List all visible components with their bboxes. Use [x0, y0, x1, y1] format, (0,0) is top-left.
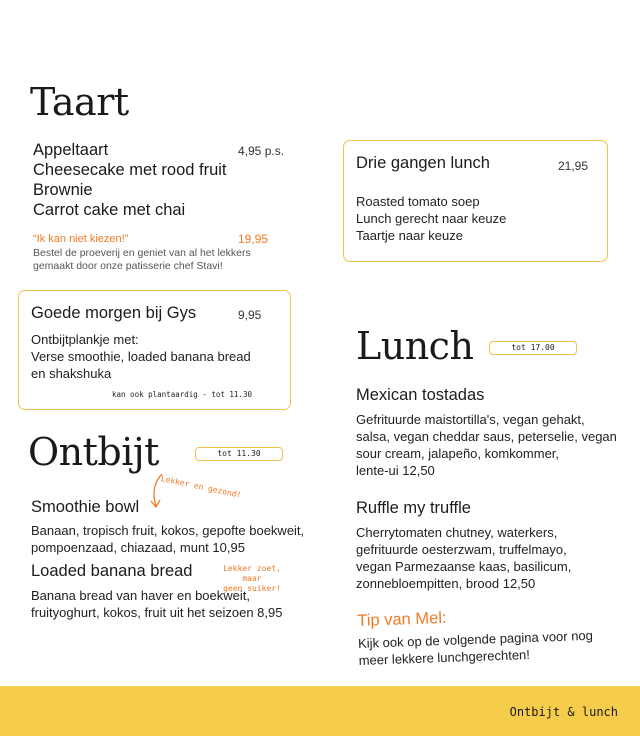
- proeverij-desc-line: Bestel de proeverij en geniet van al het lekkers: [33, 247, 251, 259]
- lunch-time-pill: tot 17.00: [489, 341, 577, 355]
- goede-morgen-line: en shakshuka: [31, 366, 112, 381]
- smoothie-bowl-title: Smoothie bowl: [31, 498, 140, 516]
- proeverij-description: [33, 247, 251, 273]
- banana-desc-line: Banana bread van haver en boekweit,: [31, 588, 250, 603]
- ontbijt-time-pill: tot 11.30: [195, 447, 283, 461]
- truffle-desc-line: zonnebloempitten, brood 12,50: [356, 576, 536, 591]
- drie-gangen-courses: [356, 193, 506, 244]
- course-line: Roasted tomato soep: [356, 194, 480, 209]
- mexican-tostadas-title: Mexican tostadas: [356, 386, 485, 404]
- tostadas-desc-line: lente-ui 12,50: [356, 463, 435, 478]
- goede-morgen-title: Goede morgen bij Gys: [31, 304, 197, 322]
- goede-morgen-price: 9,95: [238, 308, 262, 322]
- ontbijt-heading: Ontbijt: [28, 430, 159, 474]
- tip-title: Tip van Mel:: [357, 608, 447, 630]
- goede-morgen-line: Verse smoothie, loaded banana bread: [31, 349, 251, 364]
- drie-gangen-title: Drie gangen lunch: [356, 154, 490, 172]
- banana-desc-line: fruityoghurt, kokos, fruit uit het seizoen 8,95: [31, 605, 283, 620]
- course-line: Lunch gerecht naar keuze: [356, 211, 507, 226]
- smoothie-desc-line: Banaan, tropisch fruit, kokos, gepofte boekweit,: [31, 523, 305, 538]
- banana-note-line: geen suiker!: [223, 584, 281, 593]
- ruffle-my-truffle-description: [356, 524, 571, 592]
- taart-item: Cheesecake met rood fruit: [33, 161, 227, 179]
- taart-heading: Taart: [30, 80, 129, 124]
- ruffle-my-truffle-title: Ruffle my truffle: [356, 499, 471, 517]
- truffle-desc-line: gefrituurde oesterzwam, truffelmayo,: [356, 542, 567, 557]
- drie-gangen-lunch-card: [343, 140, 608, 262]
- lunch-heading: Lunch: [356, 324, 474, 368]
- ontbijt-handwritten-note: Lekker en gezond!: [160, 474, 243, 500]
- banana-bread-description: [31, 587, 282, 621]
- tip-line: meer lekkere lunchgerechten!: [358, 646, 531, 668]
- footer-band: [0, 686, 640, 736]
- proeverij-title: “Ik kan niet kiezen!”: [33, 233, 129, 245]
- taart-item: Carrot cake met chai: [33, 201, 186, 219]
- goede-morgen-line: Ontbijtplankje met:: [31, 332, 139, 347]
- taart-item: Brownie: [33, 181, 93, 199]
- smoothie-desc-line: pompoenzaad, chiazaad, munt 10,95: [31, 540, 245, 555]
- taart-item: Appeltaart: [33, 141, 109, 159]
- goede-morgen-note: kan ook plantaardig - tot 11.30: [112, 390, 252, 399]
- mexican-tostadas-description: [356, 411, 617, 479]
- drie-gangen-price: 21,95: [558, 159, 589, 173]
- tostadas-desc-line: Gefrituurde maistortilla's, vegan gehakt,: [356, 412, 585, 427]
- smoothie-bowl-description: [31, 522, 304, 556]
- tip-line: Kijk ook op de volgende pagina voor nog: [357, 627, 594, 651]
- goede-morgen-card: [18, 290, 291, 410]
- curved-arrow-icon: [148, 472, 170, 512]
- truffle-desc-line: Cherrytomaten chutney, waterkers,: [356, 525, 558, 540]
- tostadas-desc-line: salsa, vegan cheddar saus, peterselie, vegan: [356, 429, 617, 444]
- taart-price: 4,95 p.s.: [238, 144, 285, 158]
- proeverij-desc-line: gemaakt door onze patisserie chef Stavi!: [33, 260, 223, 272]
- banana-note-line: Lekker zoet, maar: [223, 564, 281, 583]
- banana-bread-title: Loaded banana bread: [31, 562, 193, 580]
- tostadas-desc-line: sour cream, jalapeño, komkommer,: [356, 446, 560, 461]
- goede-morgen-description: [31, 331, 251, 382]
- truffle-desc-line: vegan Parmezaanse kaas, basilicum,: [356, 559, 572, 574]
- proeverij-price: 19,95: [238, 232, 269, 246]
- footer-label: Ontbijt & lunch: [509, 705, 618, 719]
- course-line: Taartje naar keuze: [356, 228, 463, 243]
- tip-van-mel: [357, 604, 594, 669]
